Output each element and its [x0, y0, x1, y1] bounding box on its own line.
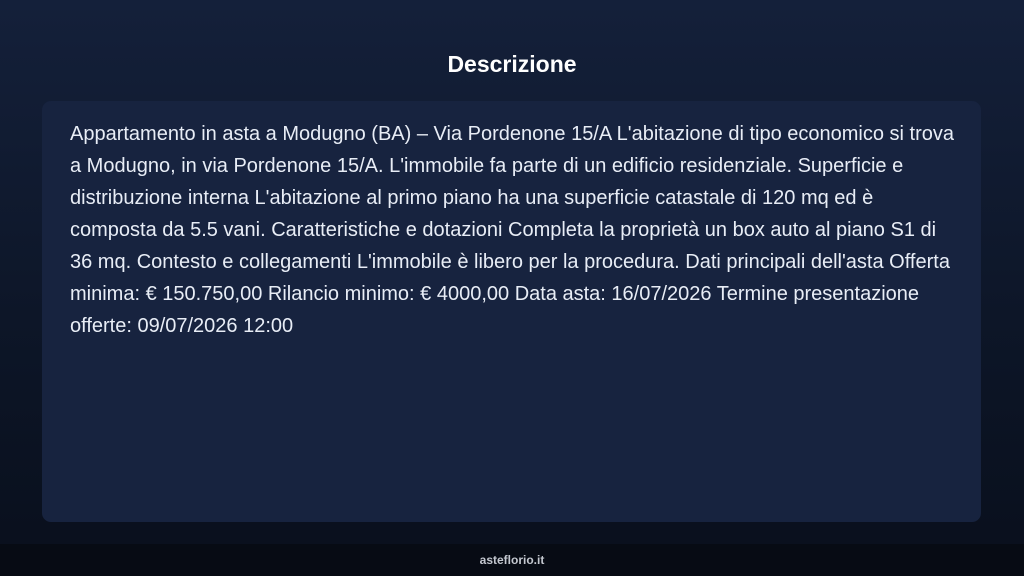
footer-bar — [0, 544, 1024, 576]
description-text: Appartamento in asta a Modugno (BA) – Via Pordenone 15/A L'abitazione di tipo economico si trova a Modugno, in via Pordenone 15/A. L'immobile fa parte di un edificio residenziale. Superficie e distribuzione interna L'abitazione al primo piano ha una superficie catastale di 120 mq ed è composta da 5.5 vani. Caratteristiche e dotazioni Completa la proprietà un box auto al piano S1 di 36 mq. Contesto e collegamenti L'immobile è libero per la procedura. Dati principali dell'asta Offerta minima: € 150.750,00 Rilancio minimo: € 4000,00 Data asta: 16/07/2026 Termine presentazione offerte: 09/07/2026 12:00 — [70, 123, 955, 337]
description-card — [42, 101, 981, 522]
section-title: Descrizione — [447, 51, 577, 77]
footer-site-label: asteflorio.it — [479, 553, 545, 567]
